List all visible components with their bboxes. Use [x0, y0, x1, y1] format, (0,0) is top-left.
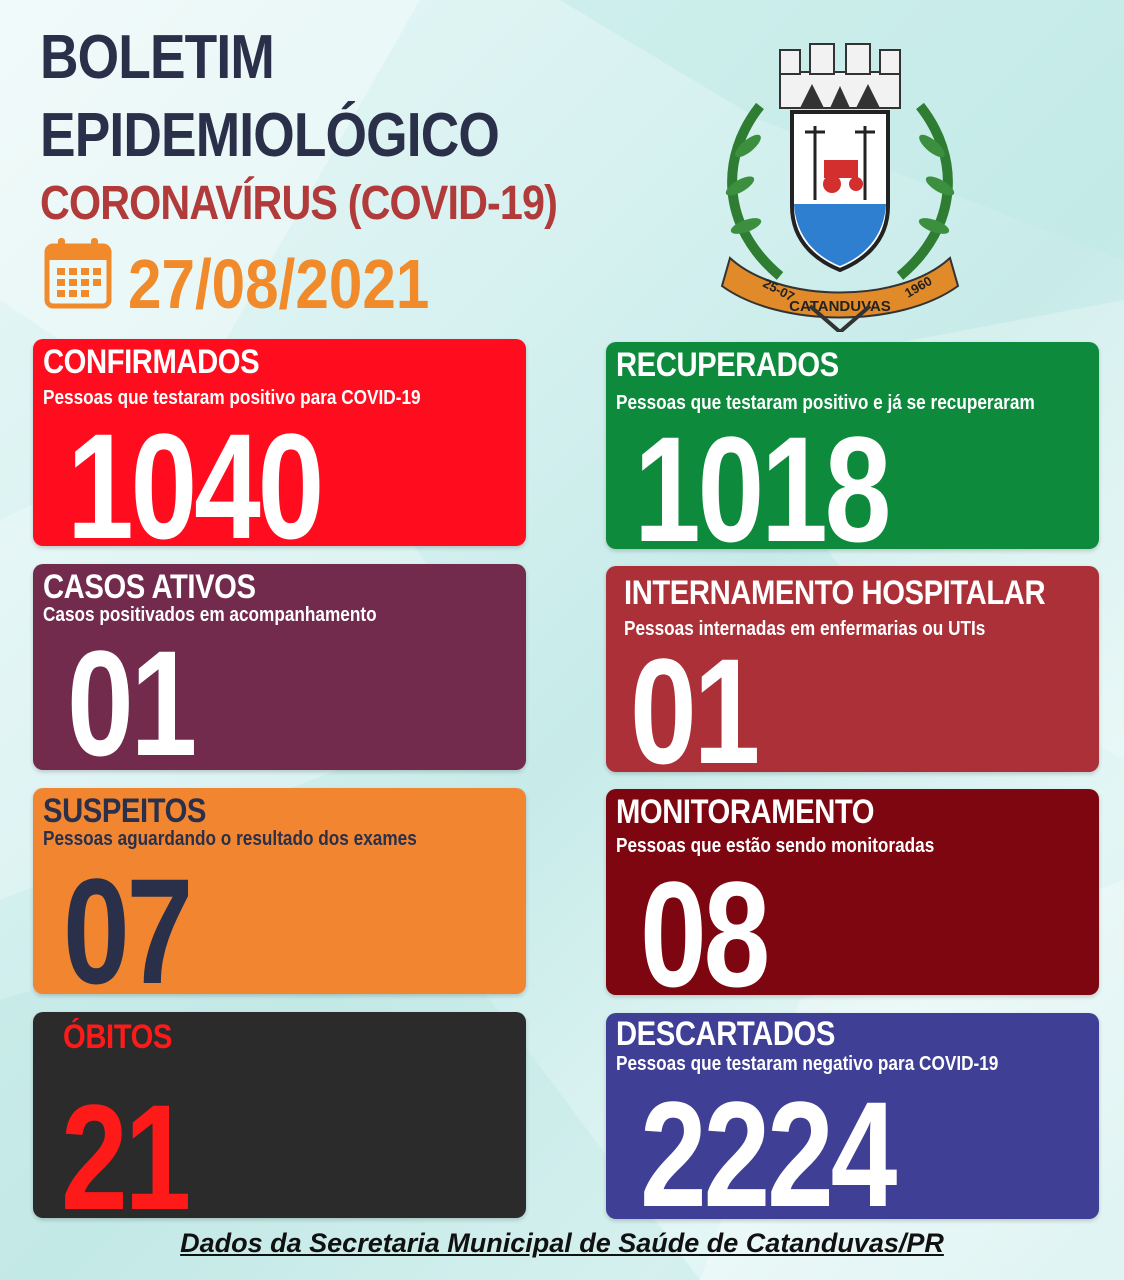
card-title: ÓBITOS — [63, 1018, 172, 1056]
card-title: MONITORAMENTO — [616, 793, 875, 831]
card-value: 01 — [67, 619, 195, 770]
bulletin-subtitle: CORONAVÍRUS (COVID-19) — [40, 177, 557, 230]
bulletin-date: 27/08/2021 — [128, 245, 430, 323]
source-footer: Dados da Secretaria Municipal de Saúde de Catanduvas/PR — [180, 1228, 944, 1258]
card-monitoramento — [606, 789, 1099, 995]
card-subtitle: Pessoas internadas em enfermarias ou UTIs — [624, 618, 986, 640]
card-value: 01 — [630, 627, 758, 772]
card-title: INTERNAMENTO HOSPITALAR — [624, 574, 1046, 612]
card-casos-ativos — [33, 564, 526, 770]
card-confirmados — [33, 339, 526, 546]
card-subtitle: Pessoas aguardando o resultado dos exames — [43, 828, 417, 850]
card-title: CASOS ATIVOS — [43, 568, 256, 606]
crest-ribbon-center: CATANDUVAS — [789, 298, 891, 315]
card-descartados — [606, 1013, 1099, 1219]
card-value: 1018 — [634, 405, 889, 549]
card-title: RECUPERADOS — [616, 346, 839, 384]
crest-ribbon-right: 1960 — [902, 273, 935, 301]
card-value: 08 — [640, 850, 768, 995]
card-value: 2224 — [640, 1070, 895, 1219]
card-subtitle: Pessoas que testaram positivo para COVID-19 — [43, 387, 421, 409]
card-value: 07 — [63, 847, 191, 994]
calendar-icon — [44, 236, 112, 310]
card-subtitle: Pessoas que testaram negativo para COVID-19 — [616, 1053, 999, 1075]
card-obitos — [33, 1012, 526, 1218]
bulletin-title-line2: EPIDEMIOLÓGICO — [40, 101, 499, 170]
card-value: 1040 — [67, 402, 322, 546]
card-internamento-hospitalar — [606, 566, 1099, 772]
card-title: CONFIRMADOS — [43, 343, 260, 381]
card-value: 21 — [61, 1073, 189, 1218]
card-recuperados — [606, 342, 1099, 549]
card-suspeitos — [33, 788, 526, 994]
card-subtitle: Casos positivados em acompanhamento — [43, 604, 377, 626]
crown-icon — [780, 44, 900, 108]
municipal-crest — [700, 36, 980, 332]
card-subtitle: Pessoas que estão sendo monitoradas — [616, 835, 935, 857]
card-subtitle: Pessoas que testaram positivo e já se recuperaram — [616, 392, 1035, 414]
bulletin-title-line1: BOLETIM — [40, 23, 274, 92]
card-title: SUSPEITOS — [43, 792, 206, 830]
crest-ribbon-left: 25-07 — [760, 275, 797, 305]
card-title: DESCARTADOS — [616, 1015, 835, 1053]
